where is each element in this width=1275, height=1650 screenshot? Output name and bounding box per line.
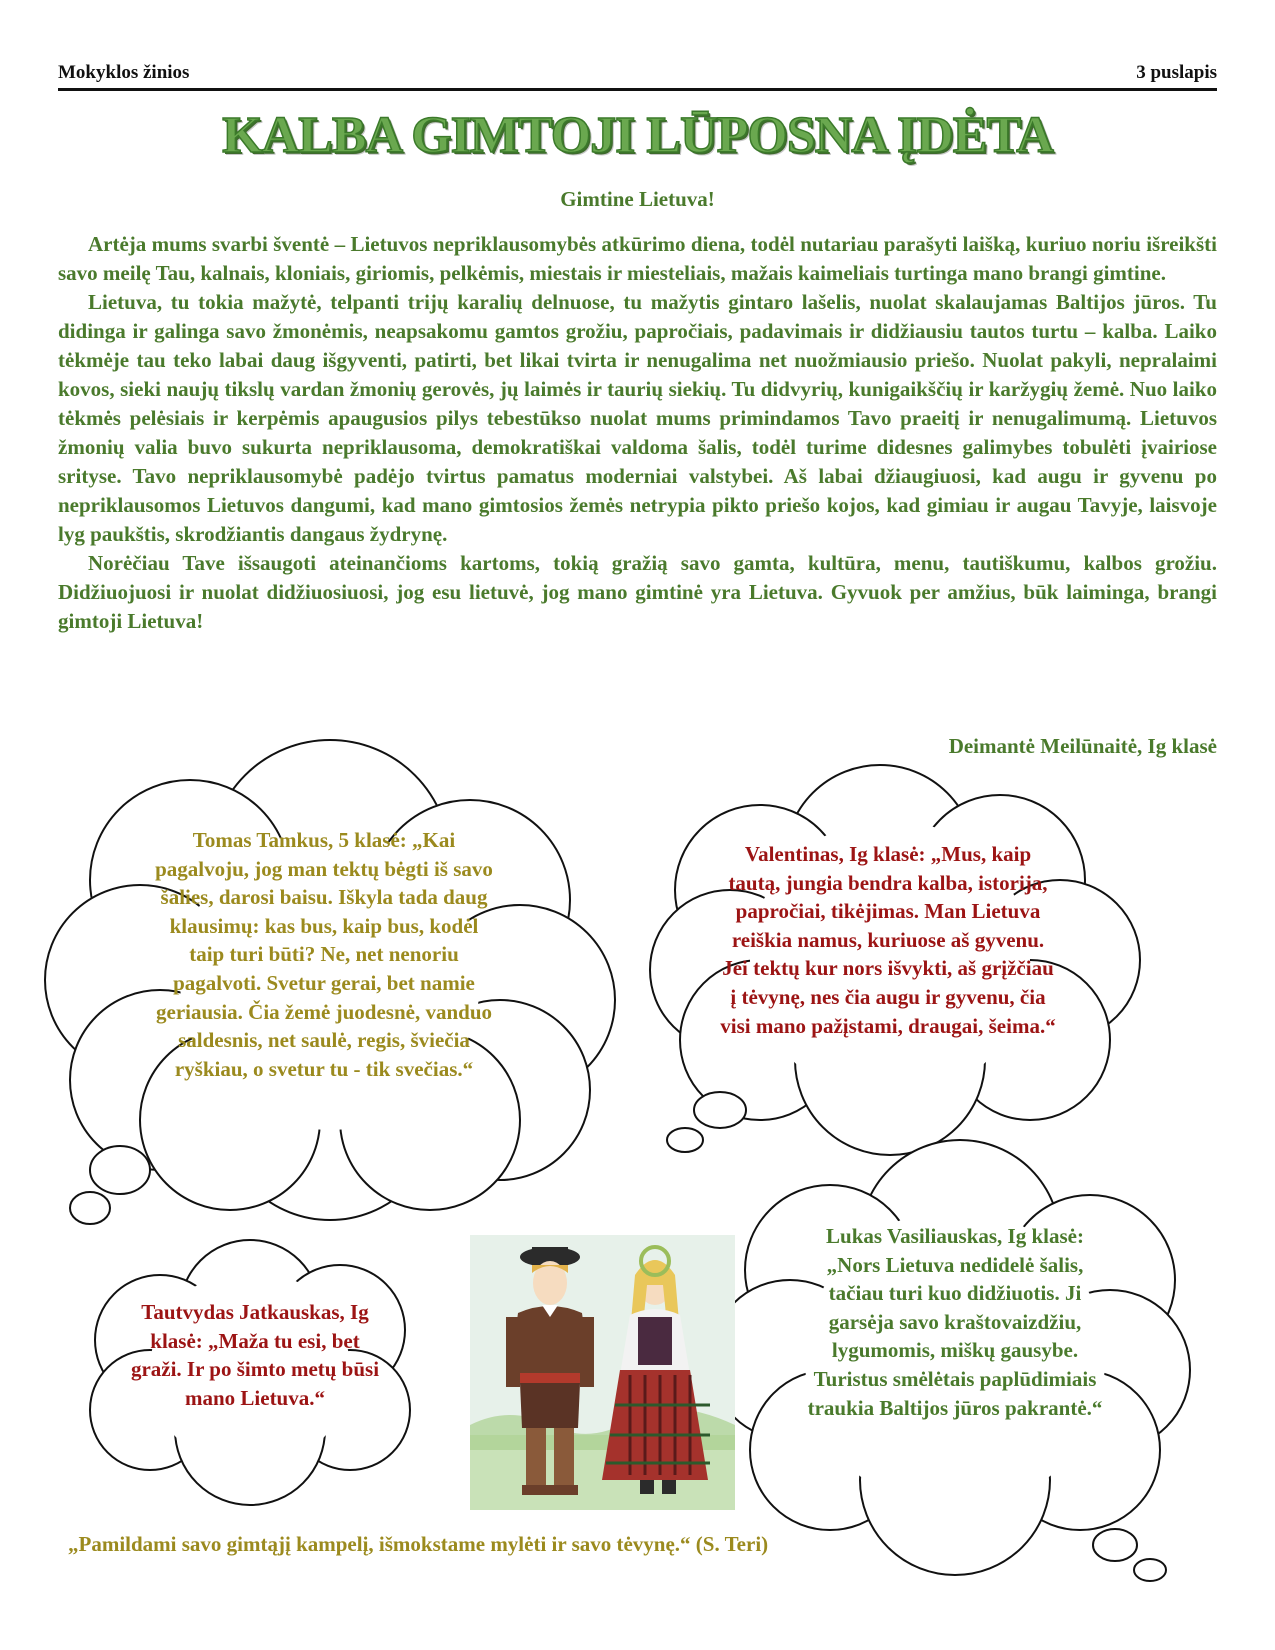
article-paragraph-3: Norėčiau Tave išsaugoti ateinančioms kartoms, tokią gražią savo gamta, kultūra, menu, tautiškumu, kalbos grožiu. Didžiuojuosi ir nuolat didžiuosiuosi, jog esu lietuvė, jog mano gimtinė yra Lietuva. Gyvuok per amžius, būk laiminga, brangi gimtoji Lietuva! xyxy=(58,551,1217,633)
article-paragraph-1: Artėja mums svarbi šventė – Lietuvos nepriklausomybės atkūrimo diena, todėl nutariau parašyti laišką, kuriuo noriu išreikšti savo meilę Tau, kalnais, kloniais, giriomis, pelkėmis, miestais ir miesteliais, mažais kaimeliais turtinga mano brangi gimtine. xyxy=(58,232,1217,285)
bubble-text-lukas: Lukas Vasiliauskas, Ig klasė: „Nors Lietuva nedidelė šalis, tačiau turi kuo didžiuotis. Ji garsėja savo kraštovaizdžiu, lygumomis, miškų gausybe. Turistus smėlėtais paplūdimiais traukia Baltijos jūros pakrantė.“ xyxy=(807,1224,1103,1420)
page-title: KALBA GIMTOJI LŪPOSNA ĮDĖTA xyxy=(222,107,1053,164)
article-subtitle: Gimtine Lietuva! xyxy=(560,187,715,211)
folk-costume-illustration xyxy=(470,1235,735,1510)
newspaper-name: Mokyklos žinios xyxy=(58,62,190,83)
article-paragraph-2: Lietuva, tu tokia mažytė, telpanti trijų karalių delnuose, tu mažytis gintaro lašelis, nuolat skalaujamas Baltijos jūros. Tu didinga ir galinga savo žmonėmis, neapsakomu gamtos grožiu, papročiais, padavimais ir didžiausiu tautos turtu – kalba. Laiko tėkmėje tau teko labai daug išgyventi, patirti, bet likai tvirta ir nenugalima net nuožmiausio priešo. Nuolat pakyli, nepralaimi kovos, sieki naujų tikslų vardan žmonių gerovės, jų laimės ir taurių siekių. Tu didvyrių, kunigaikščių ir karžygių žemė. Nuo laiko tėkmės pelėsiais ir kerpėmis apaugusios pilys tebestūkso nuolat mums primindamos Tavo praeitį ir nenugalimumą. Lietuvos žmonių valia buvo sukurta nepriklausoma, demokratiškai valdoma šalis, todėl turime didesnes galimybes tobulėti įvairiose srityse. Tavo nepriklausomybė padėjo tvirtus pamatus moderniai valstybei. Aš labai džiaugiuosi, kad augu ir gyvenu po nepriklausomos Lietuvos dangumi, kad mano gimtosios žemės netrypia pikto priešo kojos, kad gimiau ir augau Tavyje, laisvoje lyg paukštis, skrodžiantis dangaus žydrynę. xyxy=(58,290,1217,546)
bubble-text-valentinas: Valentinas, Ig klasė: „Mus, kaip tautą, jungia bendra kalba, istorija, papročiai, tikėjimas. Man Lietuva reiškia namus, kuriuose aš gyvenu. Jei tektų kur nors išvykti, aš grįžčiau į tėvynę, nes čia augu ir gyvenu, čia visi mano pažįstami, draugai, šeima.“ xyxy=(720,842,1056,1038)
bubble-text-tautvydas: Tautvydas Jatkauskas, Ig klasė: „Maža tu esi, bet graži. Ir po šimto metų būsi mano Lietuva.“ xyxy=(130,1300,380,1410)
footer-quote: „Pamildami savo gimtąjį kampelį, išmokstame mylėti ir savo tėvynę.“ (S. Teri) xyxy=(68,1532,769,1556)
page-number: 3 puslapis xyxy=(1136,62,1217,83)
bubble-text-tomas: Tomas Tamkus, 5 klasė: „Kai pagalvoju, jog man tektų bėgti iš savo šalies, darosi baisu. Iškyla tada daug klausimų: kas bus, kaip bus, kodėl taip turi būti? Ne, net nenoriu pagalvoti. Svetur gerai, bet namie geriausia. Čia žemė juodesnė, vanduo saldesnis, net saulė, regis, šviečia ryškiau, o svetur tu - tik svečias.“ xyxy=(155,828,493,1081)
article-signature: Deimantė Meilūnaitė, Ig klasė xyxy=(948,734,1217,758)
